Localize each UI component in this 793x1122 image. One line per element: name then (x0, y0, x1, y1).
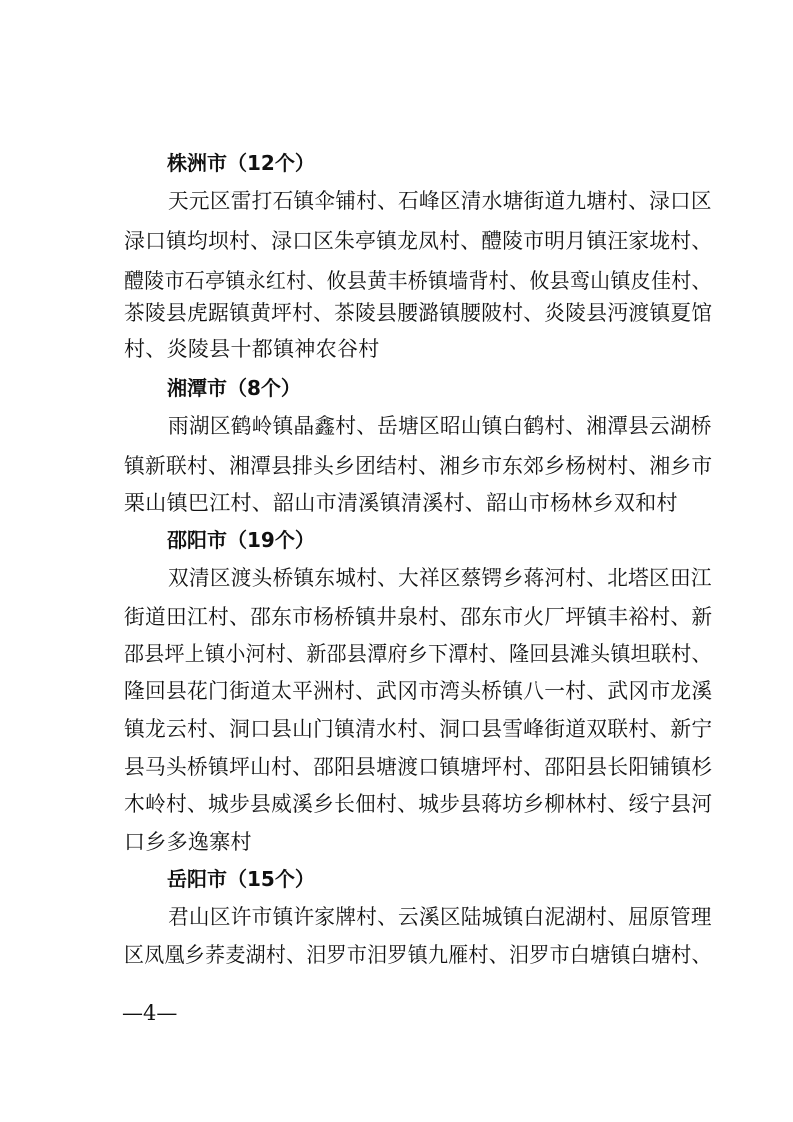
paragraph-line: 区凤凰乡荞麦湖村、汨罗市汨罗镇九雁村、汨罗市白塘镇白塘村、 (124, 943, 712, 967)
paragraph-line: 渌口镇均坝村、渌口区朱亭镇龙凤村、醴陵市明月镇汪家垅村、 (124, 229, 713, 253)
paragraph-line: 双清区渡头桥镇东城村、大祥区蔡锷乡蒋河村、北塔区田江 (168, 566, 712, 590)
section-title-xiangtan: 湘潭市（8个） (167, 376, 301, 400)
paragraph-line: 村、炎陵县十都镇神农谷村 (124, 337, 380, 361)
paragraph-line: 栗山镇巴江村、韶山市清溪镇清溪村、韶山市杨林乡双和村 (124, 491, 678, 515)
section-title-shaoyang: 邵阳市（19个） (167, 528, 315, 552)
paragraph-line: 茶陵县虎踞镇黄坪村、茶陵县腰潞镇腰陂村、炎陵县沔渡镇夏馆 (124, 301, 713, 325)
paragraph-line: 天元区雷打石镇伞铺村、石峰区清水塘街道九塘村、渌口区 (168, 189, 712, 213)
paragraph-line: 雨湖区鹤岭镇晶鑫村、岳塘区昭山镇白鹤村、湘潭县云湖桥 (168, 414, 712, 438)
page-number: —4— (122, 1001, 178, 1025)
paragraph-line: 街道田江村、邵东市杨桥镇井泉村、邵东市火厂坪镇丰裕村、新 (124, 605, 713, 629)
paragraph-line: 木岭村、城步县威溪乡长佃村、城步县蒋坊乡柳林村、绥宁县河 (124, 792, 713, 816)
paragraph-line: 邵县坪上镇小河村、新邵县潭府乡下潭村、隆回县滩头镇坦联村、 (124, 642, 712, 666)
paragraph-line: 君山区许市镇许家牌村、云溪区陆城镇白泥湖村、屈原管理 (168, 905, 712, 929)
paragraph-line: 口乡多逸寨村 (124, 830, 252, 854)
paragraph-line: 醴陵市石亭镇永红村、攸县黄丰桥镇墙背村、攸县鸾山镇皮佳村、 (124, 269, 712, 293)
paragraph-line: 镇龙云村、洞口县山门镇清水村、洞口县雪峰街道双联村、新宁 (124, 717, 713, 741)
paragraph-line: 县马头桥镇坪山村、邵阳县塘渡口镇塘坪村、邵阳县长阳铺镇杉 (124, 755, 713, 779)
section-title-zhuzhou: 株洲市（12个） (167, 151, 315, 175)
section-title-yueyang: 岳阳市（15个） (167, 867, 315, 891)
paragraph-line: 隆回县花门街道太平洲村、武冈市湾头桥镇八一村、武冈市龙溪 (124, 679, 713, 703)
paragraph-line: 镇新联村、湘潭县排头乡团结村、湘乡市东郊乡杨树村、湘乡市 (124, 454, 713, 478)
